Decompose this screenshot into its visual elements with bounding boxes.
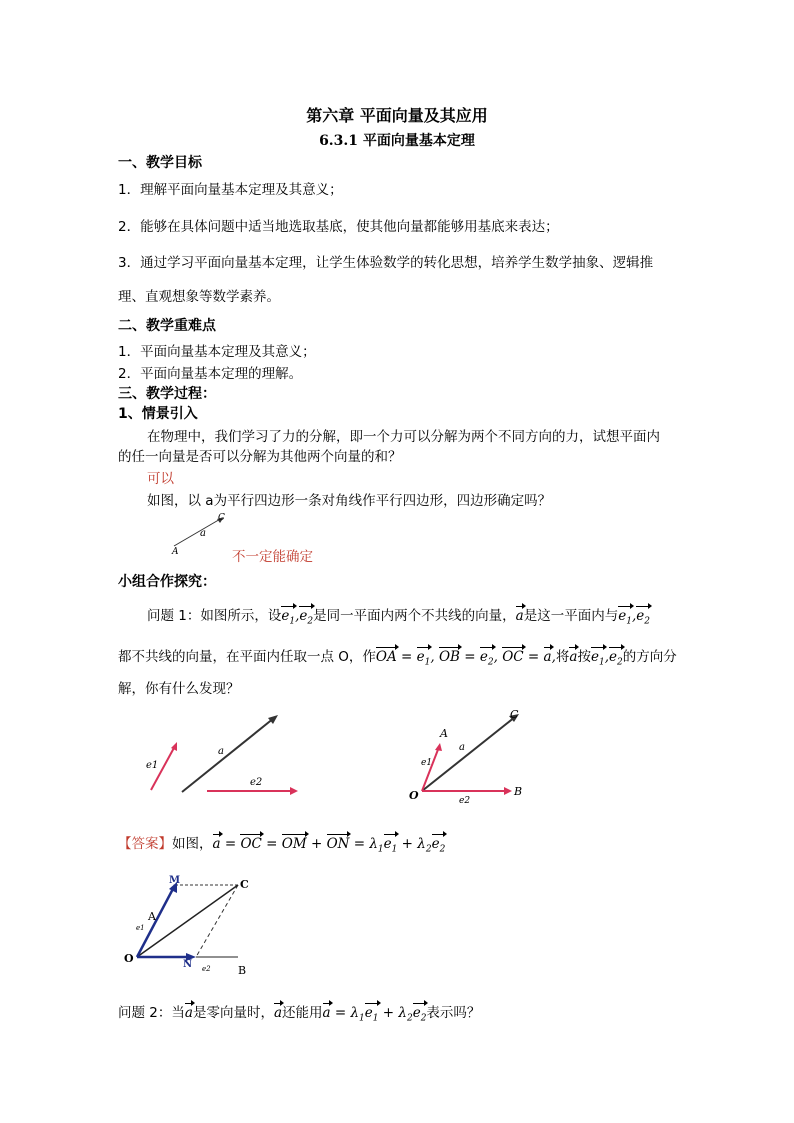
question-parallelogram: 如图，以 a为平行四边形一条对角线作平行四边形，四边形确定吗？ bbox=[147, 493, 552, 509]
answer-yes: 可以 bbox=[147, 471, 174, 487]
q1-vectors-e1e2: $e_1,e_2$ bbox=[281, 608, 314, 627]
q2-text-2: 是零向量时， bbox=[192, 1005, 274, 1021]
label-M: M bbox=[169, 875, 181, 886]
figure-answer-parallelogram bbox=[118, 868, 268, 980]
objective-3: 3．通过学习平面向量基本定理，让学生体验数学的转化思想，培养学生数学抽象、逻辑推 bbox=[118, 255, 654, 271]
intro-line-2: 的任一向量是否可以分解为其他两个向量的和？ bbox=[118, 449, 402, 465]
label-B: B bbox=[514, 785, 523, 798]
answer-line bbox=[118, 832, 445, 855]
vector-e2-arrowhead bbox=[290, 787, 298, 795]
vector-a-figure bbox=[168, 510, 238, 556]
vector-a-line bbox=[174, 518, 222, 546]
vector-OA-arrowhead bbox=[435, 743, 442, 751]
keypoint-1: 1．平面向量基本定理及其意义； bbox=[118, 344, 316, 360]
label-a: a bbox=[459, 742, 465, 753]
q1-line2-text-3: 按 bbox=[577, 649, 591, 665]
vector-a-label: a bbox=[200, 528, 206, 539]
label-e1: e1 bbox=[421, 758, 433, 768]
label-A: A bbox=[148, 910, 156, 923]
objectives-heading: 一、教学目标 bbox=[118, 155, 202, 171]
q1-vector-a: a bbox=[515, 608, 524, 624]
section-title: 6.3.1 平面向量基本定理 bbox=[319, 133, 475, 149]
answer-text: 如图， bbox=[172, 836, 213, 852]
label-e1: e1 bbox=[136, 924, 145, 932]
q1-line2-text-2: 将 bbox=[555, 649, 570, 665]
label-a: a bbox=[218, 746, 224, 757]
keypoints-heading: 二、教学重难点 bbox=[118, 318, 216, 334]
label-C: C bbox=[510, 708, 519, 721]
q2-formula: $a = \lambda_1e_1 + \lambda_2e_2$ bbox=[322, 1005, 427, 1024]
label-B: B bbox=[238, 964, 247, 977]
question-2 bbox=[118, 1001, 480, 1024]
objective-3-cont: 理、直观想象等数学素养。 bbox=[118, 289, 280, 305]
label-e2: e2 bbox=[250, 777, 263, 788]
group-heading: 小组合作探究： bbox=[118, 574, 216, 590]
answer-tag: 【答案】 bbox=[118, 836, 172, 852]
question-1-line-2 bbox=[118, 645, 677, 668]
label-e2: e2 bbox=[202, 965, 211, 973]
dashed-CN bbox=[196, 885, 238, 957]
q1-constructions: OA = $e_1$, OB = $e_2$, OC = a, bbox=[375, 649, 556, 668]
q1-text-3: 是这一平面内与 bbox=[523, 608, 619, 624]
figure-common-origin bbox=[400, 703, 540, 805]
q1-text-2: 是同一平面内两个不共线的向量， bbox=[313, 608, 516, 624]
vector-OM-line bbox=[137, 885, 175, 957]
q1-line2-text-4: 的方向分 bbox=[622, 649, 677, 665]
q1-line2-text-1: 都不共线的向量，在平面内任取一点 O，作 bbox=[118, 649, 376, 665]
q2-vector-a-2: a bbox=[273, 1005, 283, 1021]
label-N: N bbox=[183, 959, 193, 970]
answer-formula: a = OC = OM + ON = $\lambda_1e_1 + \lambda_2e_2$ bbox=[212, 836, 446, 855]
q1-vector-a-2: a bbox=[569, 649, 578, 665]
objective-1: 1．理解平面向量基本定理及其意义； bbox=[118, 182, 343, 198]
figure-separate-vectors bbox=[140, 708, 310, 803]
label-O: O bbox=[124, 952, 134, 965]
intro-line-1: 在物理中，我们学习了力的分解，即一个力可以分解为两个不同方向的力，试想平面内 bbox=[147, 429, 660, 445]
q2-vector-a: a bbox=[184, 1005, 193, 1021]
q1-text-1: 问题 1：如图所示，设 bbox=[147, 608, 282, 624]
q2-text-4: 表示吗？ bbox=[426, 1005, 481, 1021]
q2-text-1: 问题 2：当 bbox=[118, 1005, 185, 1021]
point-C-label: C bbox=[218, 513, 225, 523]
keypoint-2: 2．平面向量基本定理的理解。 bbox=[118, 366, 303, 382]
label-e2: e2 bbox=[459, 796, 471, 805]
objective-2: 2．能够在具体问题中适当地选取基底，使其他向量都能够用基底来表达； bbox=[118, 219, 559, 235]
q2-text-3: 还能用 bbox=[282, 1005, 323, 1021]
chapter-title: 第六章 平面向量及其应用 bbox=[306, 106, 488, 125]
question-1-line-3: 解，你有什么发现？ bbox=[118, 681, 240, 697]
label-A: A bbox=[440, 727, 448, 740]
label-e1: e1 bbox=[146, 760, 159, 771]
point-A-label: A bbox=[172, 547, 179, 556]
q1-vectors-e1e2-c: $e_1,e_2$ bbox=[590, 649, 623, 668]
q1-vectors-e1e2-b: $e_1,e_2$ bbox=[618, 608, 650, 627]
intro-heading: 1、情景引入 bbox=[118, 406, 198, 422]
question-1-line-1 bbox=[147, 604, 650, 627]
label-C: C bbox=[240, 878, 249, 891]
answer-not-sure: 不一定能确定 bbox=[232, 549, 313, 565]
vector-OB-arrowhead bbox=[504, 787, 512, 795]
label-O: O bbox=[409, 789, 419, 802]
process-heading: 三、教学过程： bbox=[118, 386, 216, 402]
